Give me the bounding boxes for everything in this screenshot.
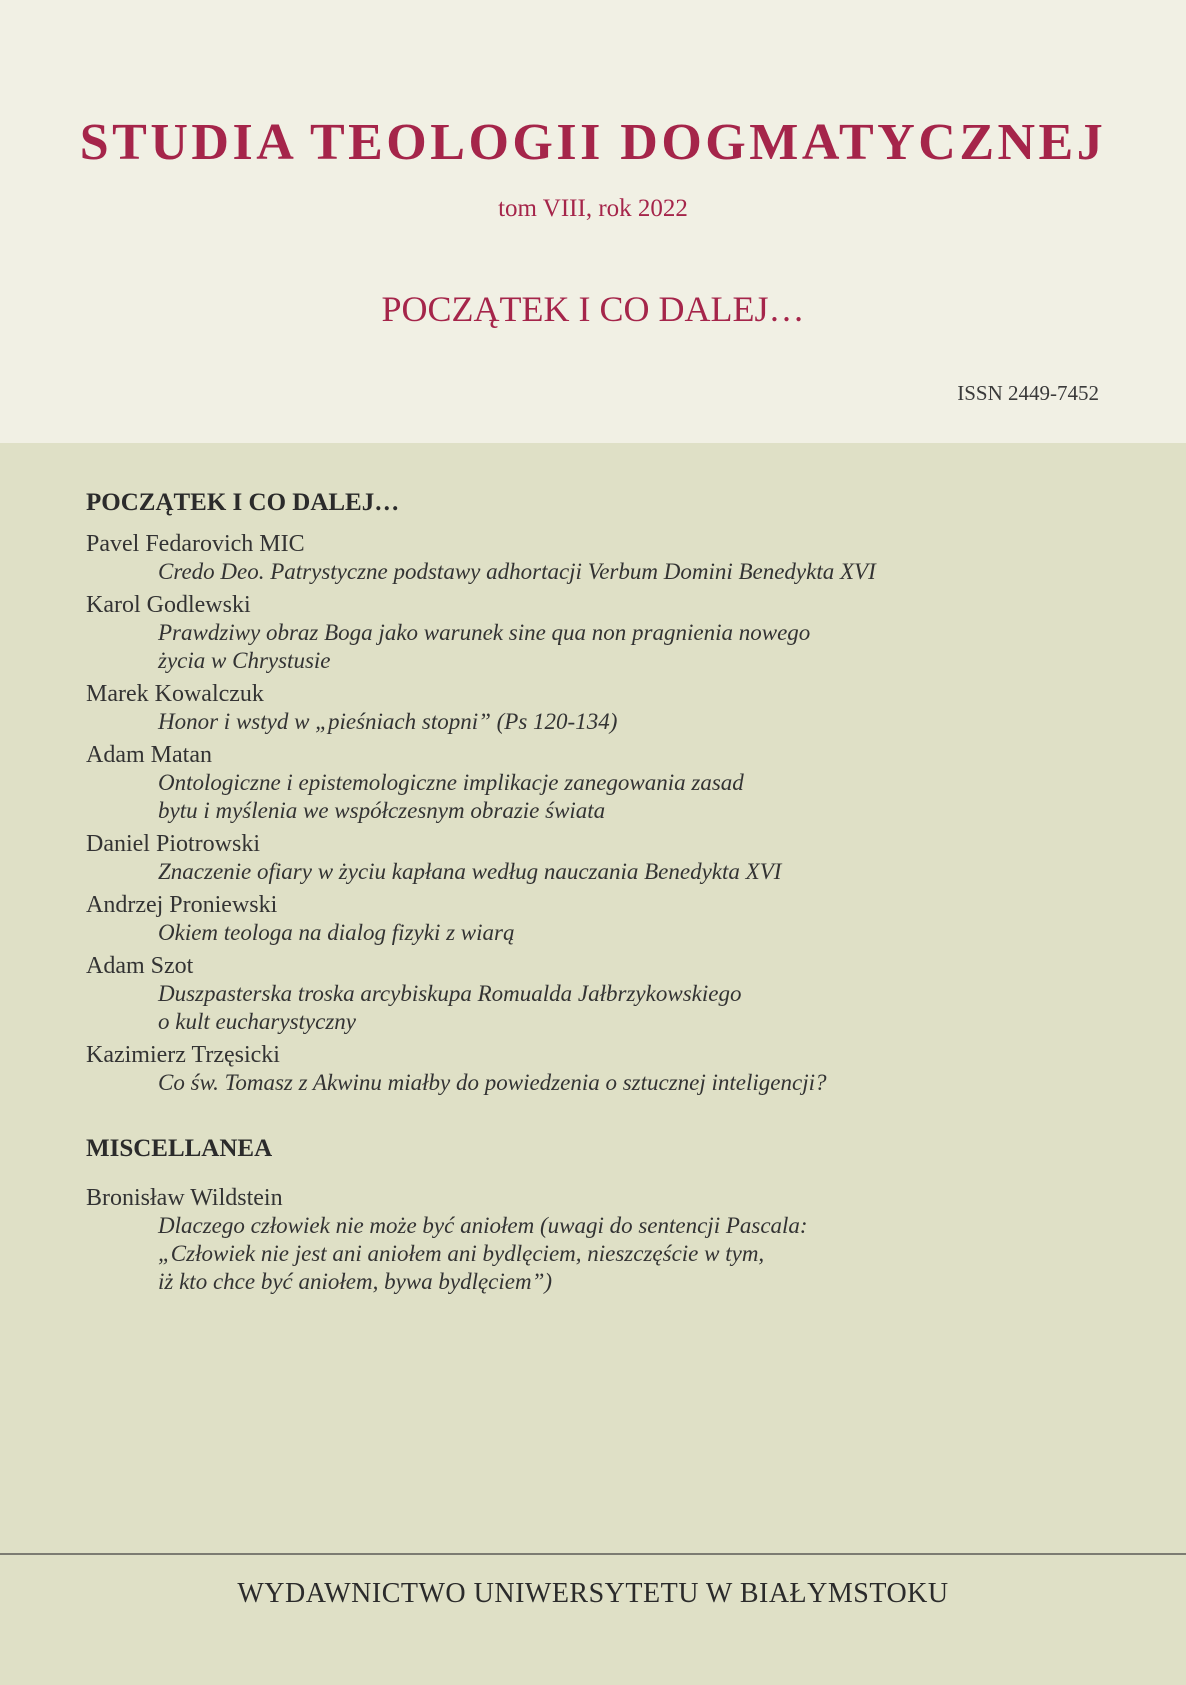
- entry-title: Credo Deo. Patrystyczne podstawy adhortacji Verbum Domini Benedykta XVI: [158, 559, 876, 584]
- toc-entry: [86, 891, 1106, 947]
- entry-title: „Człowiek nie jest ani aniołem ani bydlęciem, nieszczęście w tym,: [158, 1241, 765, 1266]
- toc-entry: [86, 591, 1106, 675]
- entry-author: Daniel Piotrowski: [86, 831, 260, 857]
- entry-title: Honor i wstyd w „pieśniach stopni” (Ps 120-134): [158, 709, 618, 734]
- entry-title: Duszpasterska troska arcybiskupa Romualda Jałbrzykowskiego: [158, 981, 742, 1006]
- entry-author: Bronisław Wildstein: [86, 1185, 283, 1211]
- entry-author: Karol Godlewski: [86, 592, 251, 618]
- table-of-contents: [86, 486, 1106, 1301]
- entry-author: Adam Szot: [86, 953, 194, 979]
- toc-entry: [86, 1184, 1106, 1296]
- toc-entry: [86, 830, 1106, 886]
- toc-entry: [86, 952, 1106, 1036]
- section-heading: MISCELLANEA: [86, 1135, 273, 1162]
- issn: ISSN 2449-7452: [957, 381, 1099, 405]
- entry-title: bytu i myślenia we współczesnym obrazie świata: [158, 798, 606, 823]
- entry-title: Okiem teologa na dialog fizyki z wiarą: [158, 920, 515, 945]
- entry-author: Adam Matan: [86, 742, 212, 768]
- entry-title: Ontologiczne i epistemologiczne implikacje zanegowania zasad: [158, 770, 744, 795]
- entry-title: Prawdziwy obraz Boga jako warunek sine qua non pragnienia nowego: [158, 620, 811, 645]
- entry-author: Marek Kowalczuk: [86, 681, 264, 707]
- entry-title: życia w Chrystusie: [158, 648, 331, 673]
- issue-theme: POCZĄTEK I CO DALEJ…: [381, 289, 805, 329]
- entry-title: o kult eucharystyczny: [158, 1009, 356, 1034]
- section-entries: [86, 530, 1106, 1097]
- toc-entry: [86, 680, 1106, 736]
- cover-header: [0, 0, 1186, 443]
- publisher-name: WYDAWNICTWO UNIWERSYTETU W BIAŁYMSTOKU: [237, 1578, 949, 1609]
- footer-divider: [0, 1553, 1186, 1555]
- entry-author: Andrzej Proniewski: [86, 892, 278, 918]
- volume-info: tom VIII, rok 2022: [498, 195, 688, 222]
- toc-entry: [86, 741, 1106, 825]
- entry-title: iż kto chce być aniołem, bywa bydlęciem”): [158, 1269, 553, 1294]
- section-heading: POCZĄTEK I CO DALEJ…: [86, 489, 400, 516]
- entry-title: Co św. Tomasz z Akwinu miałby do powiedzenia o sztucznej inteligencji?: [158, 1070, 827, 1095]
- entry-title: Dlaczego człowiek nie może być aniołem (uwagi do sentencji Pascala:: [158, 1213, 808, 1238]
- toc-entry: [86, 530, 1106, 586]
- entry-title: Znaczenie ofiary w życiu kapłana według nauczania Benedykta XVI: [158, 859, 782, 884]
- entry-author: Pavel Fedarovich MIC: [86, 531, 305, 557]
- journal-title: STUDIA TEOLOGII DOGMATYCZNEJ: [79, 114, 1107, 171]
- section-entries: [86, 1184, 1106, 1296]
- toc-entry: [86, 1041, 1106, 1097]
- entry-author: Kazimierz Trzęsicki: [86, 1042, 280, 1068]
